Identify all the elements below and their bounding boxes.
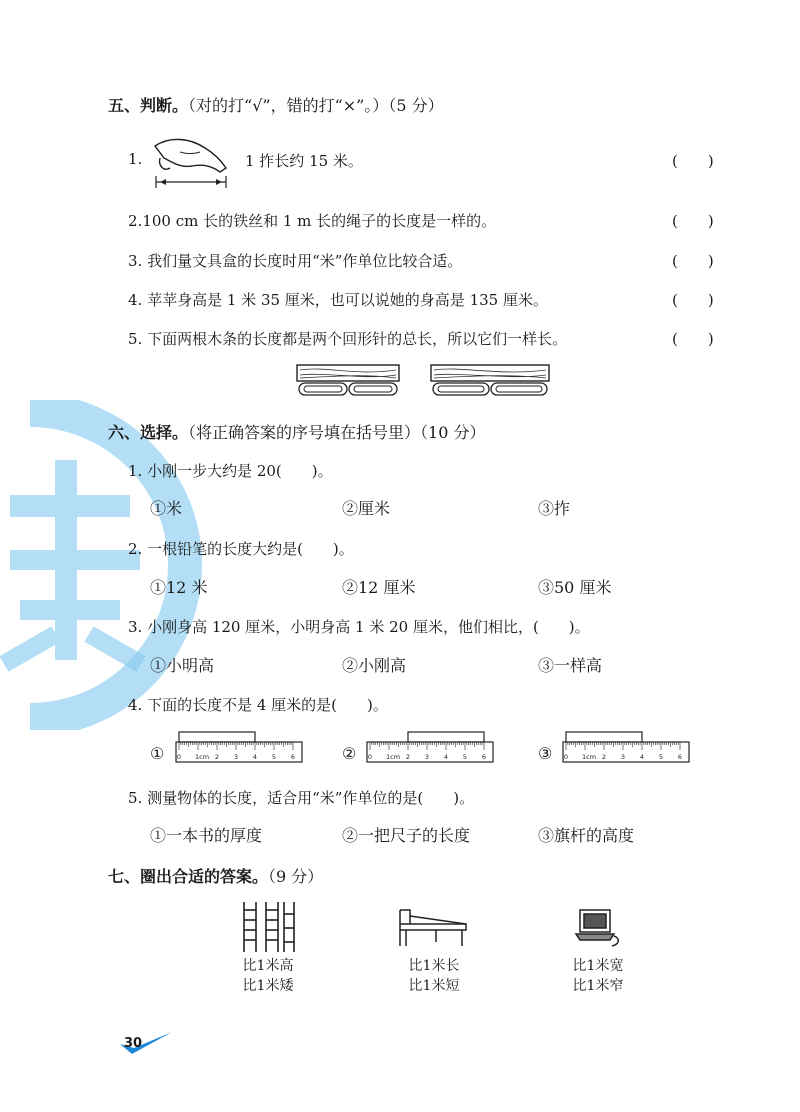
- judge-item-2-answer[interactable]: ( ): [672, 212, 714, 230]
- judge-item-3: 3. 我们量文具盒的长度时用“米”作单位比较合适。: [128, 252, 463, 270]
- ruler-tick-label: 0: [176, 753, 182, 761]
- choice-q1: 1. 小刚一步大约是 20( )。: [128, 462, 333, 480]
- choice-q2-option-2[interactable]: ②12 厘米: [342, 578, 416, 597]
- choice-q5-option-3[interactable]: ③旗杆的高度: [538, 826, 635, 845]
- judge-item-4-answer[interactable]: ( ): [672, 291, 714, 309]
- judge-item-3-answer[interactable]: ( ): [672, 252, 714, 270]
- measured-bar: [566, 732, 642, 742]
- ruler-tick-label: 4: [252, 753, 258, 761]
- laptop-answer-options[interactable]: 比1米宽 比1米窄: [572, 958, 624, 994]
- choice-q3-option-3[interactable]: ③一样高: [538, 656, 603, 675]
- ruler-tick-label: 0: [563, 753, 569, 761]
- ruler-tick-label: 6: [481, 753, 487, 761]
- hand-span-icon: [150, 128, 232, 190]
- ruler-tick-label: 1cm: [195, 753, 210, 761]
- ruler-tick-label: 5: [271, 753, 277, 761]
- laptop-icon: [572, 908, 622, 948]
- ladder-answer-options[interactable]: 比1米高 比1米矮: [242, 958, 294, 994]
- measured-bar: [179, 732, 255, 742]
- ruler-option-1: [175, 730, 305, 766]
- choice-q4-option-2[interactable]: ②: [342, 744, 357, 763]
- wood-strip-left-icon: [296, 364, 400, 398]
- ruler-tick-label: 2: [214, 753, 220, 761]
- choice-q4-option-1[interactable]: ①: [150, 744, 165, 763]
- judge-item-4: 4. 苹苹身高是 1 米 35 厘米，也可以说她的身高是 135 厘米。: [128, 291, 548, 309]
- judge-item-5: 5. 下面两根木条的长度都是两个回形针的总长，所以它们一样长。: [128, 330, 568, 348]
- ruler-tick-label: 3: [233, 753, 239, 761]
- choice-q2-option-3[interactable]: ③50 厘米: [538, 578, 612, 597]
- choice-q3: 3. 小刚身高 120 厘米，小明身高 1 米 20 厘米，他们相比，( )。: [128, 618, 590, 636]
- ruler-tick-label: 2: [601, 753, 607, 761]
- wood-strip-right-icon: [430, 364, 550, 398]
- choice-q4: 4. 下面的长度不是 4 厘米的是( )。: [128, 696, 388, 714]
- choice-q5-option-2[interactable]: ②一把尺子的长度: [342, 826, 471, 845]
- choice-q3-option-2[interactable]: ②小刚高: [342, 656, 407, 675]
- ladder-icon: [240, 900, 296, 954]
- ruler-option-3: [562, 730, 692, 766]
- ruler-tick-label: 4: [639, 753, 645, 761]
- ruler-tick-label: 4: [443, 753, 449, 761]
- page-number: 30: [124, 1036, 143, 1051]
- section7-heading: 七、圈出合适的答案。（9 分）: [108, 867, 324, 886]
- ruler-tick-label: 1cm: [386, 753, 401, 761]
- ruler-tick-label: 6: [677, 753, 683, 761]
- choice-q1-option-1[interactable]: ①米: [150, 499, 183, 518]
- watermark-seal-icon: [0, 400, 220, 730]
- bed-icon: [396, 906, 472, 948]
- ruler-tick-label: 5: [462, 753, 468, 761]
- section6-heading: 六、选择。（将正确答案的序号填在括号里）（10 分）: [108, 423, 486, 442]
- ruler-tick-label: 1cm: [582, 753, 597, 761]
- measured-bar: [408, 732, 484, 742]
- choice-q1-option-2[interactable]: ②厘米: [342, 499, 391, 518]
- section5-heading: 五、判断。（对的打“√”，错的打“×”。）（5 分）: [108, 96, 444, 115]
- judge-item-1-text: 1 拃长约 15 米。: [245, 152, 363, 170]
- judge-item-5-answer[interactable]: ( ): [672, 330, 714, 348]
- judge-item-2: 2.100 cm 长的铁丝和 1 m 长的绳子的长度是一样的。: [128, 212, 497, 230]
- choice-q3-option-1[interactable]: ①小明高: [150, 656, 215, 675]
- ruler-option-2: [366, 730, 496, 766]
- choice-q2: 2. 一根铅笔的长度大约是( )。: [128, 540, 354, 558]
- ruler-tick-label: 2: [405, 753, 411, 761]
- ruler-tick-label: 3: [424, 753, 430, 761]
- ruler-tick-label: 3: [620, 753, 626, 761]
- ruler-tick-label: 0: [367, 753, 373, 761]
- bed-answer-options[interactable]: 比1米长 比1米短: [408, 958, 460, 994]
- ruler-tick-label: 5: [658, 753, 664, 761]
- choice-q4-option-3[interactable]: ③: [538, 744, 553, 763]
- judge-item-1-number: 1.: [128, 150, 143, 168]
- choice-q2-option-1[interactable]: ①12 米: [150, 578, 208, 597]
- judge-item-1-answer[interactable]: ( ): [672, 152, 714, 170]
- choice-q5: 5. 测量物体的长度，适合用“米”作单位的是( )。: [128, 789, 475, 807]
- choice-q1-option-3[interactable]: ③拃: [538, 499, 571, 518]
- choice-q5-option-1[interactable]: ①一本书的厚度: [150, 826, 263, 845]
- ruler-tick-label: 6: [290, 753, 296, 761]
